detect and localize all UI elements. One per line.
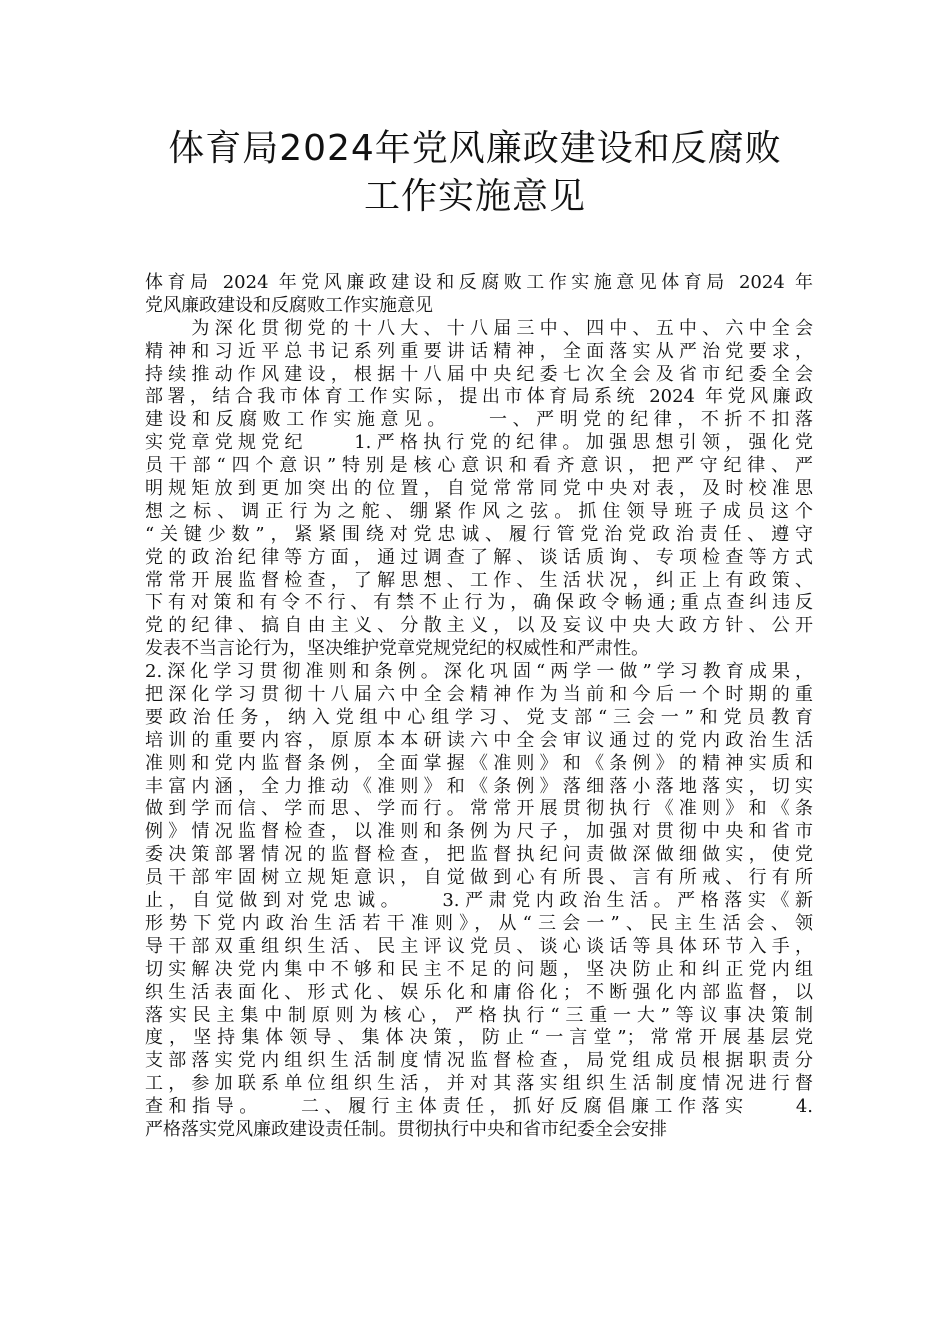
body-text-line: 落实民主集中制原则为核心，严格执行“三重一大”等议事决策制 <box>145 1004 813 1026</box>
body-text-line: 委决策部署情况的监督检查，把监督执纪问责做深做细做实，使党 <box>145 844 813 866</box>
document-body <box>145 272 813 1142</box>
body-text-line: “关键少数”，紧紧围绕对党忠诚、履行管党治党政治责任、遵守 <box>145 523 813 545</box>
body-text-line: 切实解决党内集中不够和民主不足的问题，坚决防止和纠正党内组 <box>145 958 813 980</box>
body-text-line: 员干部牢固树立规矩意识，自觉做到心有所畏、言有所戒、行有所 <box>145 867 813 889</box>
body-text-line: 常常开展监督检查，了解思想、工作、生活状况，纠正上有政策、 <box>145 569 813 591</box>
document-title-line-2: 工作实施意见 <box>363 176 586 217</box>
document-title-line-1: 体育局2024年党风廉政建设和反腐败 <box>168 128 782 169</box>
body-text-line: 建设和反腐败工作实施意见。 一、严明党的纪律，不折不扣落 <box>145 409 813 431</box>
body-text-line: 为深化贯彻党的十八大、十八届三中、四中、五中、六中全会 <box>145 317 813 339</box>
body-text-line: 培训的重要内容，原原本本研读六中全会审议通过的党内政治生活 <box>145 729 813 751</box>
body-text-line: 想之标、调正行为之舵、绷紧作风之弦。抓住领导班子成员这个 <box>145 500 813 522</box>
body-text-line: 部署，结合我市体育工作实际，提出市体育局系统 2024 年党风廉政 <box>145 386 813 408</box>
body-text-line: 发表不当言论行为，坚决维护党章党规党纪的权威性和严肃性。 <box>145 638 649 660</box>
body-text-line: 要政治任务，纳入党组中心组学习、党支部“三会一”和党员教育 <box>145 706 813 728</box>
body-text-line: 丰富内涵，全力推动《准则》和《条例》落细落小落地落实，切实 <box>145 775 813 797</box>
body-text-line: 持续推动作风建设，根据十八届中央纪委七次全会及省市纪委全会 <box>145 363 813 385</box>
body-text-line: 体育局 2024 年党风廉政建设和反腐败工作实施意见体育局 2024 年 <box>145 272 813 293</box>
body-text-line: 形势下党内政治生活若干准则》，从“三会一”、民主生活会、领 <box>145 912 813 934</box>
body-text-line: 度，坚持集体领导、集体决策，防止“一言堂”；常常开展基层党 <box>145 1027 813 1049</box>
body-text-line: 准则和党内监督条例，全面掌握《准则》和《条例》的精神实质和 <box>145 752 813 774</box>
body-text-line: 例》情况监督检查，以准则和条例为尺子，加强对贯彻中央和省市 <box>145 821 813 843</box>
body-text-line: 2.深化学习贯彻准则和条例。深化巩固“两学一做”学习教育成果， <box>145 661 813 683</box>
body-text-line: 党风廉政建设和反腐败工作实施意见 <box>145 294 433 316</box>
body-text-line: 严格落实党风廉政建设责任制。贯彻执行中央和省市纪委全会安排 <box>145 1118 667 1140</box>
body-text-line: 把深化学习贯彻十八届六中全会精神作为当前和今后一个时期的重 <box>145 684 813 706</box>
body-text-line: 织生活表面化、形式化、娱乐化和庸俗化；不断强化内部监督，以 <box>145 981 813 1003</box>
body-text-line: 党的纪律、搞自由主义、分散主义，以及妄议中央大政方针、公开 <box>145 615 813 637</box>
body-text-line: 查和指导。 二、履行主体责任，抓好反腐倡廉工作落实 4. <box>145 1096 813 1118</box>
body-text-line: 止，自觉做到对党忠诚。 3.严肃党内政治生活。严格落实《新 <box>145 890 813 912</box>
body-text-line: 党的政治纪律等方面，通过调查了解、谈话质询、专项检查等方式 <box>145 546 813 568</box>
body-text-line: 精神和习近平总书记系列重要讲话精神，全面落实从严治党要求， <box>145 340 813 362</box>
body-text-line: 下有对策和有令不行、有禁不止行为，确保政令畅通;重点查纠违反 <box>145 592 813 614</box>
body-text-line: 员干部“四个意识”特别是核心意识和看齐意识，把严守纪律、严 <box>145 455 813 477</box>
body-text-line: 导干部双重组织生活、民主评议党员、谈心谈话等具体环节入手， <box>145 935 813 957</box>
document-title <box>130 125 820 221</box>
body-text-line: 做到学而信、学而思、学而行。常常开展贯彻执行《准则》和《条 <box>145 798 813 820</box>
body-text-line: 支部落实党内组织生活制度情况监督检查，局党组成员根据职责分 <box>145 1050 813 1072</box>
body-text-line: 明规矩放到更加突出的位置，自觉常常同党中央对表，及时校准思 <box>145 478 813 500</box>
body-text-line: 实党章党规党纪 1.严格执行党的纪律。加强思想引领，强化党 <box>145 432 813 454</box>
body-text-line: 工，参加联系单位组织生活，并对其落实组织生活制度情况进行督 <box>145 1073 813 1095</box>
